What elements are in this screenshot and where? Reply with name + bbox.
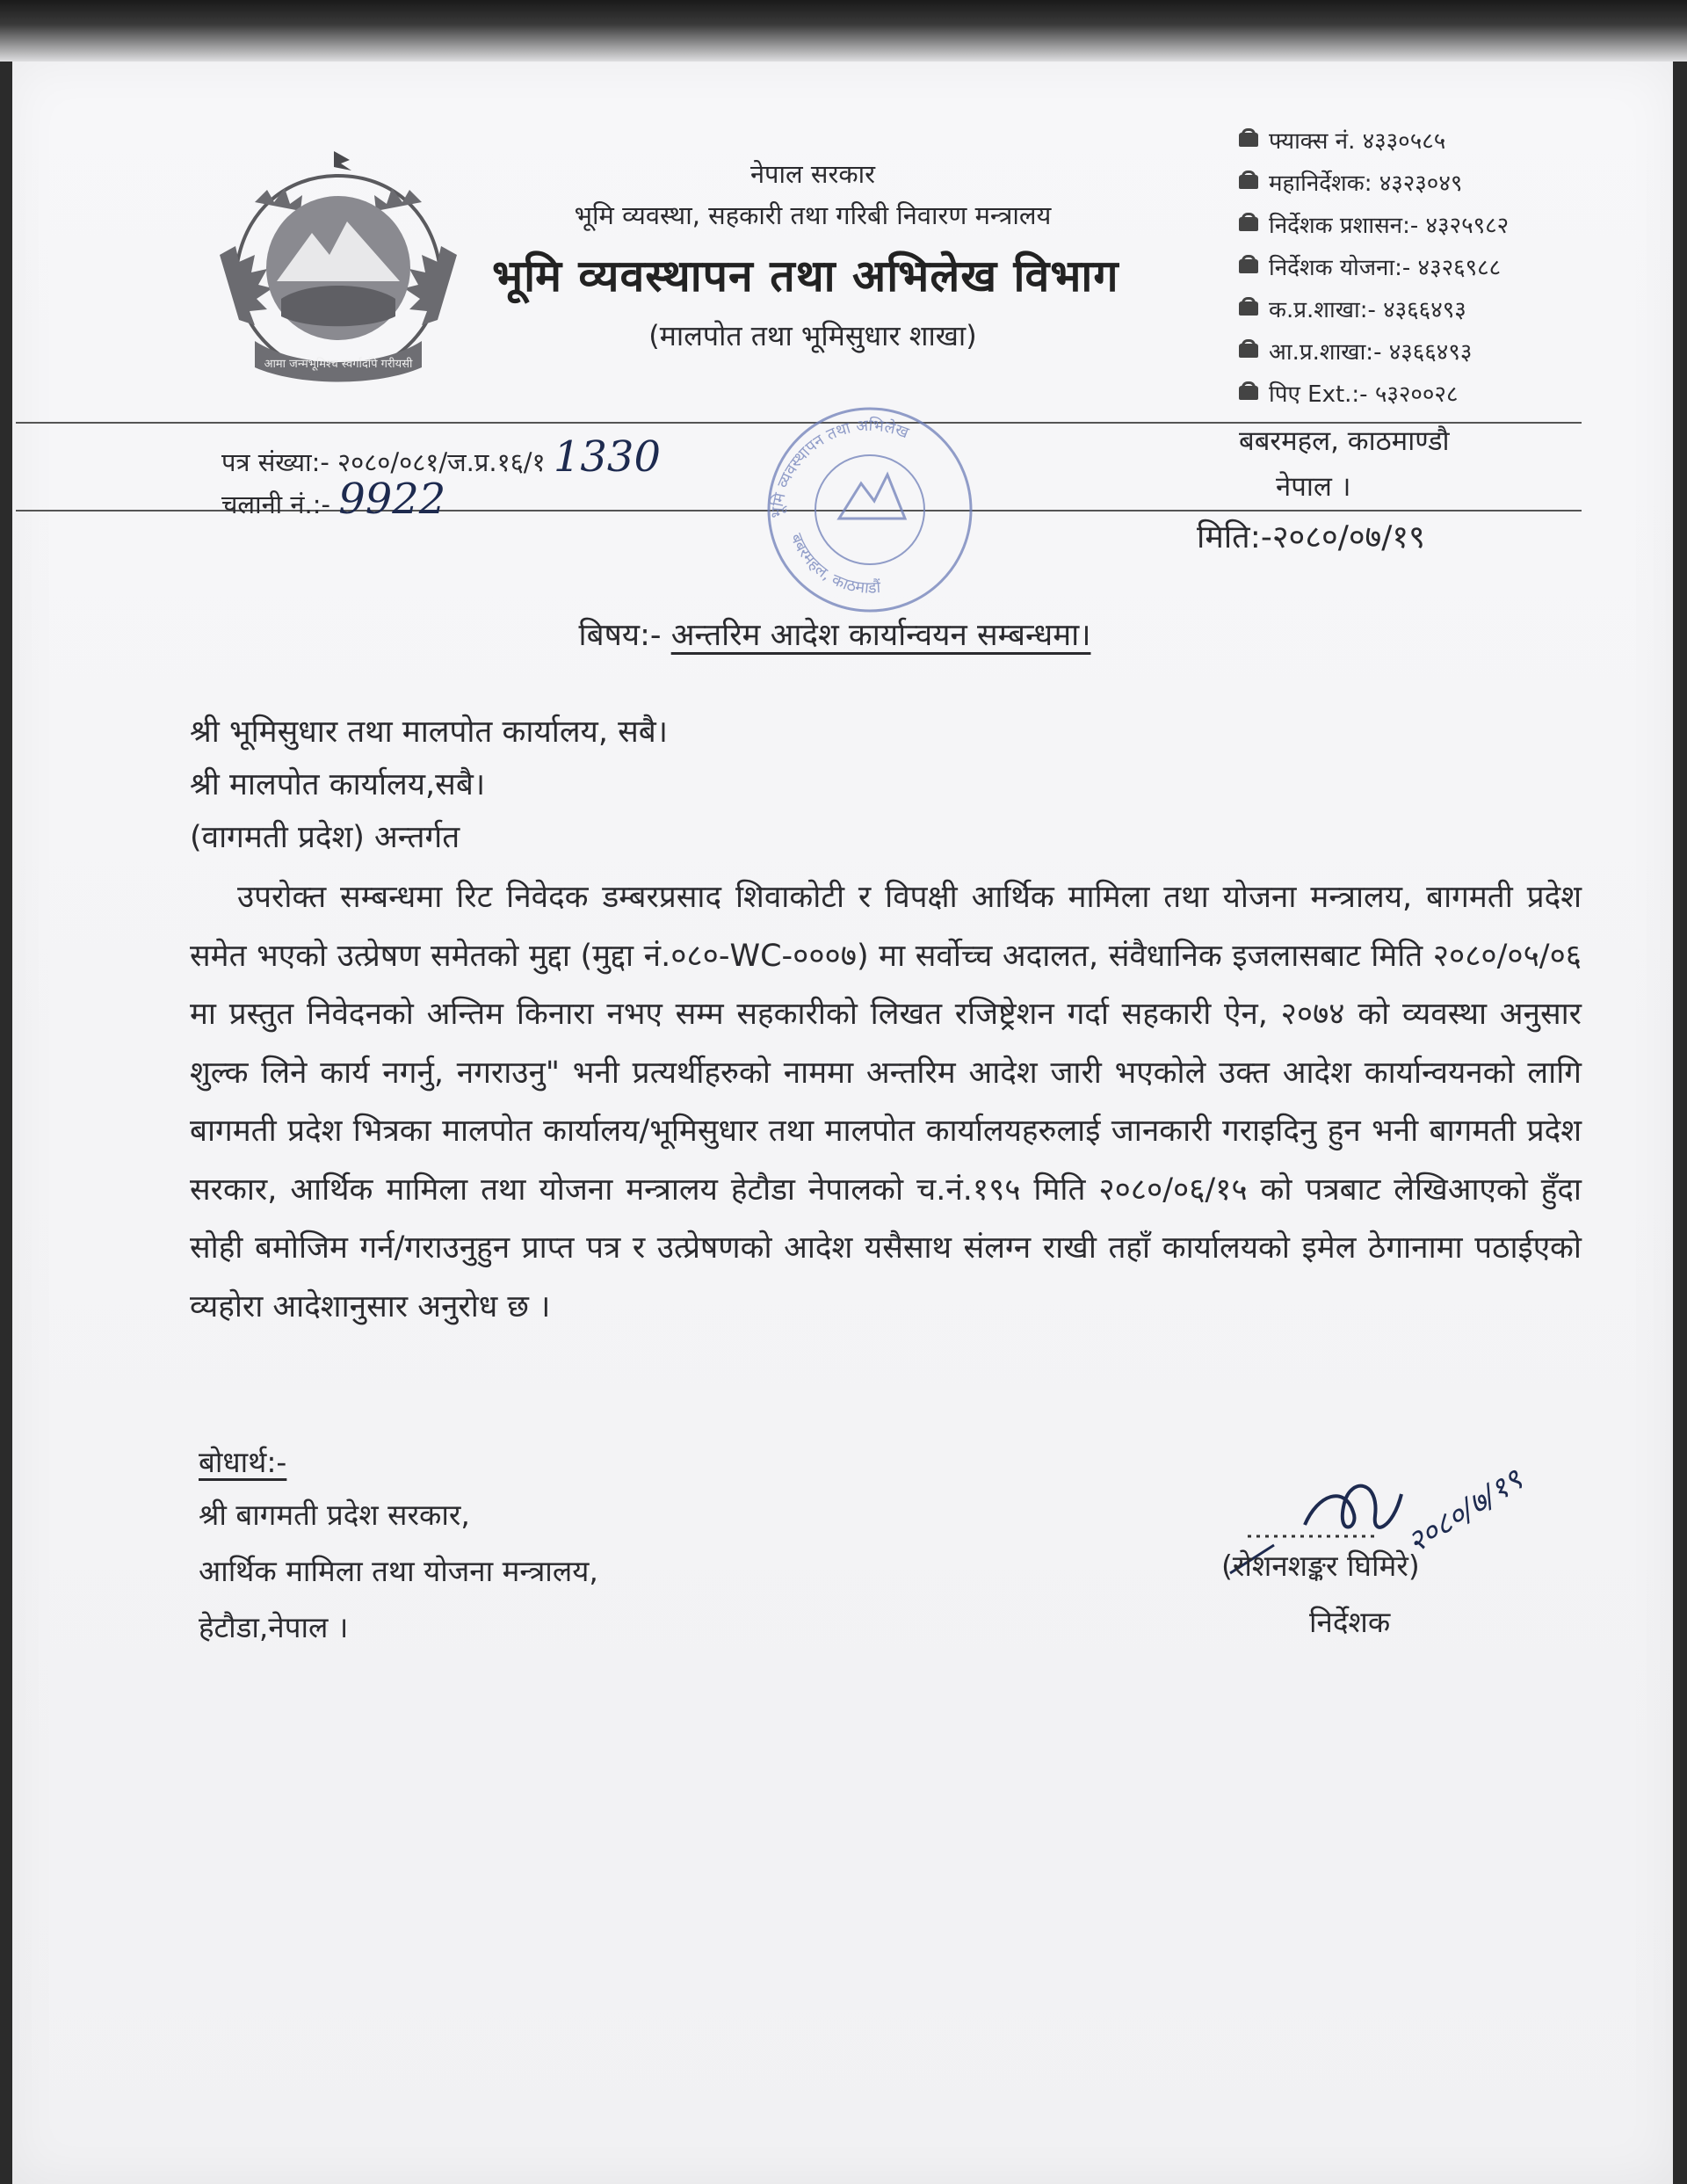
phone-icon: [1239, 175, 1258, 189]
fax-icon: [1239, 133, 1258, 147]
addressee-3: (वागमती प्रदेश) अन्तर्गत: [190, 820, 460, 855]
signatory-name: (रोशनशङ्कर घिमिरे): [1221, 1549, 1420, 1583]
stamp-text-top: भूमि व्यवस्थापन तथा अभिलेख: [767, 416, 912, 519]
signature-date: २०८०/७/१९: [1401, 1462, 1529, 1561]
patra-handwritten: 1330: [553, 432, 661, 482]
cc-line-1: श्री बागमती प्रदेश सरकार,: [199, 1498, 470, 1532]
department-title: भूमि व्यवस्थापन तथा अभिलेख विभाग: [492, 250, 1119, 301]
contact-text: महानिर्देशक: ४३२३०४९: [1269, 171, 1463, 197]
office-address: बबरमहल, काठमाण्डौ: [1239, 425, 1450, 457]
patra-label: पत्र संख्या:- २०८०/०८१/ज.प्र.१६/१: [221, 447, 546, 477]
gov-line-2: भूमि व्यवस्था, सहकारी तथा गरिबी निवारण मन्त्रालय: [574, 200, 1052, 230]
subject-line: [0, 613, 1669, 655]
contact-text: फ्याक्स नं. ४३३०५८५: [1269, 128, 1446, 155]
phone-icon: [1239, 386, 1258, 400]
contact-phone: [1239, 161, 1509, 203]
phone-icon: [1239, 259, 1258, 273]
phone-icon: [1239, 301, 1258, 316]
office-stamp-icon: [747, 387, 993, 615]
addressee-2: श्री मालपोत कार्यालय,सबै।: [190, 767, 486, 802]
office-country: नेपाल ।: [1276, 471, 1351, 503]
contact-phone: [1239, 287, 1509, 330]
contact-phone: [1239, 203, 1509, 245]
svg-text:भूमि व्यवस्थापन तथा अभिलेख: [768, 416, 911, 519]
contact-text: निर्देशक योजना:- ४३२६९८८: [1269, 255, 1502, 281]
chalani-label: चलानी नं.:-: [221, 490, 330, 519]
contact-phone: [1239, 245, 1509, 287]
chalani-number: [221, 475, 445, 524]
gov-line-1: नेपाल सरकार: [749, 159, 876, 189]
cc-line-2: आर्थिक मामिला तथा योजना मन्त्रालय,: [199, 1554, 598, 1588]
addressee-1: श्री भूमिसुधार तथा मालपोत कार्यालय, सबै।: [190, 715, 669, 750]
section-name: (मालपोत तथा भूमिसुधार शाखा): [648, 319, 977, 352]
cc-heading: बोधार्थ:-: [199, 1445, 287, 1479]
contact-fax: [1239, 119, 1509, 161]
signatory-title: निर्देशक: [1309, 1605, 1391, 1639]
contact-list: [1239, 119, 1509, 414]
contact-phone: [1239, 372, 1509, 414]
subject-text: अन्तरिम आदेश कार्यान्वयन सम्बन्धमा।: [670, 618, 1091, 653]
cc-line-3: हेटौडा,नेपाल ।: [199, 1610, 349, 1644]
contact-text: क.प्र.शाखा:- ४३६६४९३: [1269, 297, 1466, 323]
contact-text: पिए Ext.:- ५३२००२८: [1269, 381, 1459, 408]
letter-date: मिति:-२०८०/०७/१९: [1197, 519, 1425, 555]
stamp-text-bottom: बबरमहल, काठमाडौं: [786, 531, 881, 598]
chalani-handwritten: 9922: [338, 475, 446, 524]
contact-text: आ.प्र.शाखा:- ४३६६४९३: [1269, 339, 1473, 366]
phone-icon: [1239, 344, 1258, 358]
scan-top-edge: [0, 0, 1687, 62]
phone-icon: [1239, 217, 1258, 231]
contact-text: निर्देशक प्रशासन:- ४३२५९८२: [1269, 213, 1510, 239]
letter-body: उपरोक्त सम्बन्धमा रिट निवेदक डम्बरप्रसाद शिवाकोटी र विपक्षी आर्थिक मामिला तथा योजना मन्त्रालय, बागमती प्रदेश समेत भएको उत्प्रेषण समेतको मुद्दा (मुद्दा नं.०८०-WC-०००७) मा सर्वोच्च अदालत, संवैधानिक इजलासबाट मिति २०८०/०५/०६ मा प्रस्तुत निवेदनको अन्तिम किनारा नभए सम्म सहकारीको लिखत रजिष्ट्रेशन गर्दा सहकारी ऐन, २०७४ को व्यवस्था अनुसार शुल्क लिने कार्य नगर्नु, नगराउनु" भनी प्रत्यर्थीहरुको नाममा अन्तरिम आदेश जारी भएकोले उक्त आदेश कार्यान्वयनको लागि बागमती प्रदेश भित्रका मालपोत कार्यालय/भूमिसुधार तथा मालपोत कार्यालयहरुलाई जानकारी गराइदिनु हुन भनी बागमती प्रदेश सरकार, आर्थिक मामिला तथा योजना मन्त्रालय हेटौडा नेपालको च.नं.१९५ मिति २०८०/०६/१५ को पत्रबाट लेखिआएको हुँदा सोही बमोजिम गर्न/गराउनुहुन प्राप्त पत्र र उत्प्रेषणको आदेश यसैसाथ संलग्न राखी तहाँ कार्यालयको इमेल ठेगानामा पठाईएको व्यहोरा आदेशानुसार अनुरोध छ ।: [190, 880, 1582, 1324]
contact-phone: [1239, 330, 1509, 372]
emblem-motto: आमा जन्मभूमिश्च स्वर्गादपि गरीयसी: [264, 358, 413, 371]
subject-label: बिषय:-: [578, 618, 662, 653]
